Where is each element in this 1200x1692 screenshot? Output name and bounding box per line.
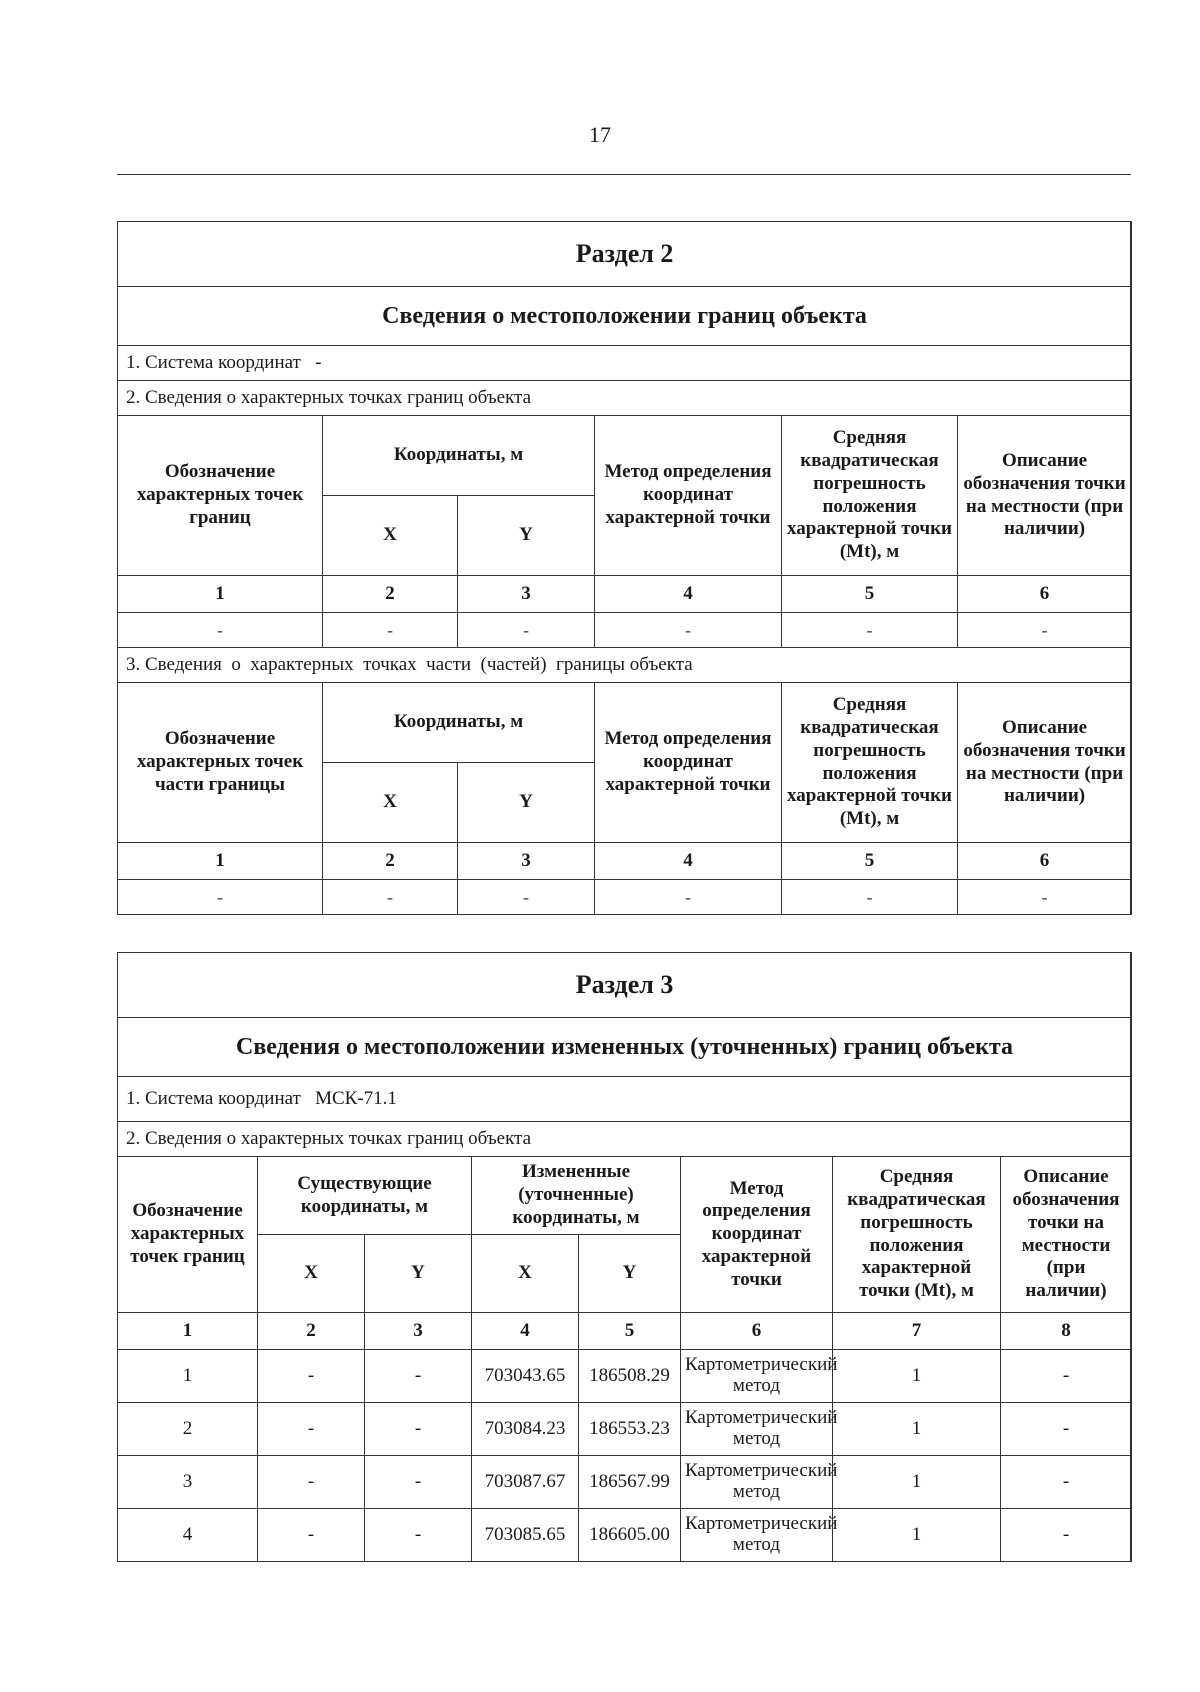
col-y: Y — [458, 496, 595, 576]
table-row — [118, 1509, 1132, 1562]
col-error: Средняя квадратическая погрешность положения характерной точки (Mt), м — [833, 1157, 1001, 1313]
table-cell: 1 — [833, 1350, 1001, 1403]
col-number: 6 — [958, 576, 1132, 613]
table-cell: - — [1001, 1350, 1132, 1403]
col-x: X — [323, 496, 458, 576]
table-cell: - — [1001, 1509, 1132, 1562]
section-2-subtitle: Сведения о местоположении границ объекта — [118, 287, 1132, 346]
col-error: Средняя квадратическая погрешность положения характерной точки (Mt), м — [782, 683, 958, 843]
table-cell: - — [1001, 1403, 1132, 1456]
col-number: 2 — [258, 1313, 365, 1350]
section-3-subtitle: Сведения о местоположении измененных (уточненных) границ объекта — [118, 1018, 1132, 1077]
section-3 — [117, 952, 1131, 1562]
table-cell: - — [365, 1509, 472, 1562]
table-cell: - — [258, 1350, 365, 1403]
table-cell: 703085.65 — [472, 1509, 579, 1562]
coord-system-value: МСК-71.1 — [315, 1088, 397, 1109]
table-cell: 3 — [118, 1456, 258, 1509]
table-row — [118, 1350, 1132, 1403]
col-desc: Описание обозначения точки на местности (при наличии) — [1001, 1157, 1132, 1313]
table-cell: 703043.65 — [472, 1350, 579, 1403]
col-number: 1 — [118, 576, 323, 613]
points-label: 2. Сведения о характерных точках границ объекта — [118, 381, 1132, 416]
col-number: 7 — [833, 1313, 1001, 1350]
col-number: 6 — [681, 1313, 833, 1350]
col-y: Y — [579, 1235, 681, 1313]
table-cell: - — [595, 613, 782, 648]
col-number: 2 — [323, 843, 458, 880]
table-cell: 1 — [833, 1403, 1001, 1456]
col-error: Средняя квадратическая погрешность положения характерной точки (Mt), м — [782, 416, 958, 576]
table-cell: - — [258, 1509, 365, 1562]
table-cell: 186553.23 — [579, 1403, 681, 1456]
col-x: X — [258, 1235, 365, 1313]
table-cell: - — [782, 880, 958, 915]
table-cell: Картометрический метод — [681, 1456, 833, 1509]
col-number: 5 — [782, 576, 958, 613]
table-cell: Картометрический метод — [681, 1509, 833, 1562]
col-x: X — [472, 1235, 579, 1313]
col-number: 6 — [958, 843, 1132, 880]
table-cell: - — [365, 1403, 472, 1456]
table-cell: 703084.23 — [472, 1403, 579, 1456]
table-cell: Картометрический метод — [681, 1403, 833, 1456]
col-number: 4 — [472, 1313, 579, 1350]
col-method: Метод определения координат характерной точки — [595, 416, 782, 576]
section-3-title: Раздел 3 — [118, 953, 1132, 1018]
col-desc: Описание обозначения точки на местности (при наличии) — [958, 416, 1132, 576]
col-method: Метод определения координат характерной точки — [681, 1157, 833, 1313]
table-cell: - — [118, 613, 323, 648]
col-designation: Обозначение характерных точек границ — [118, 1157, 258, 1313]
table-cell: - — [323, 613, 458, 648]
points-label: 2. Сведения о характерных точках границ объекта — [118, 1122, 1132, 1157]
table-cell: - — [595, 880, 782, 915]
section-2-title: Раздел 2 — [118, 222, 1132, 287]
col-y: Y — [365, 1235, 472, 1313]
part-points-label: 3. Сведения о характерных точках части (частей) границы объекта — [118, 648, 1132, 683]
table-cell: 4 — [118, 1509, 258, 1562]
table-cell: - — [1001, 1456, 1132, 1509]
table-cell: 186508.29 — [579, 1350, 681, 1403]
col-number: 3 — [458, 576, 595, 613]
table-cell: - — [958, 880, 1132, 915]
col-changed-coords: Измененные (уточненные) координаты, м — [472, 1157, 681, 1235]
col-number: 5 — [579, 1313, 681, 1350]
col-number: 3 — [365, 1313, 472, 1350]
coord-system-label: 1. Система координат — [126, 352, 301, 373]
col-number: 4 — [595, 576, 782, 613]
table-cell: - — [118, 880, 323, 915]
header-rule — [117, 174, 1131, 175]
col-y: Y — [458, 763, 595, 843]
section-2-table — [117, 221, 1132, 915]
table-cell: 703087.67 — [472, 1456, 579, 1509]
table-cell: - — [365, 1456, 472, 1509]
table-cell: 1 — [833, 1509, 1001, 1562]
col-designation: Обозначение характерных точек границ — [118, 416, 323, 576]
table-row — [118, 1456, 1132, 1509]
section-2 — [117, 221, 1131, 915]
col-number: 1 — [118, 1313, 258, 1350]
table-cell: - — [458, 880, 595, 915]
col-number: 1 — [118, 843, 323, 880]
col-number: 5 — [782, 843, 958, 880]
col-existing-coords: Существующие координаты, м — [258, 1157, 472, 1235]
col-number: 4 — [595, 843, 782, 880]
coord-system-label: 1. Система координат — [126, 1088, 301, 1109]
table-cell: 2 — [118, 1403, 258, 1456]
col-designation: Обозначение характерных точек части границы — [118, 683, 323, 843]
coord-system-line — [118, 1077, 1132, 1122]
col-coords: Координаты, м — [323, 683, 595, 763]
table-cell: 186567.99 — [579, 1456, 681, 1509]
table-cell: 186605.00 — [579, 1509, 681, 1562]
table-cell: - — [258, 1456, 365, 1509]
table-row — [118, 1403, 1132, 1456]
table-cell: - — [258, 1403, 365, 1456]
col-number: 2 — [323, 576, 458, 613]
table-cell: - — [958, 613, 1132, 648]
col-method: Метод определения координат характерной точки — [595, 683, 782, 843]
table-cell: - — [365, 1350, 472, 1403]
page-number: 17 — [589, 122, 611, 147]
col-desc: Описание обозначения точки на местности (при наличии) — [958, 683, 1132, 843]
col-number: 8 — [1001, 1313, 1132, 1350]
section-3-table — [117, 952, 1132, 1562]
col-number: 3 — [458, 843, 595, 880]
table-cell: 1 — [118, 1350, 258, 1403]
col-x: X — [323, 763, 458, 843]
coord-system-line — [118, 346, 1132, 381]
table-cell: - — [323, 880, 458, 915]
coord-system-value: - — [315, 352, 322, 373]
table-cell: - — [782, 613, 958, 648]
col-coords: Координаты, м — [323, 416, 595, 496]
table-cell: - — [458, 613, 595, 648]
table-cell: Картометрический метод — [681, 1350, 833, 1403]
table-cell: 1 — [833, 1456, 1001, 1509]
